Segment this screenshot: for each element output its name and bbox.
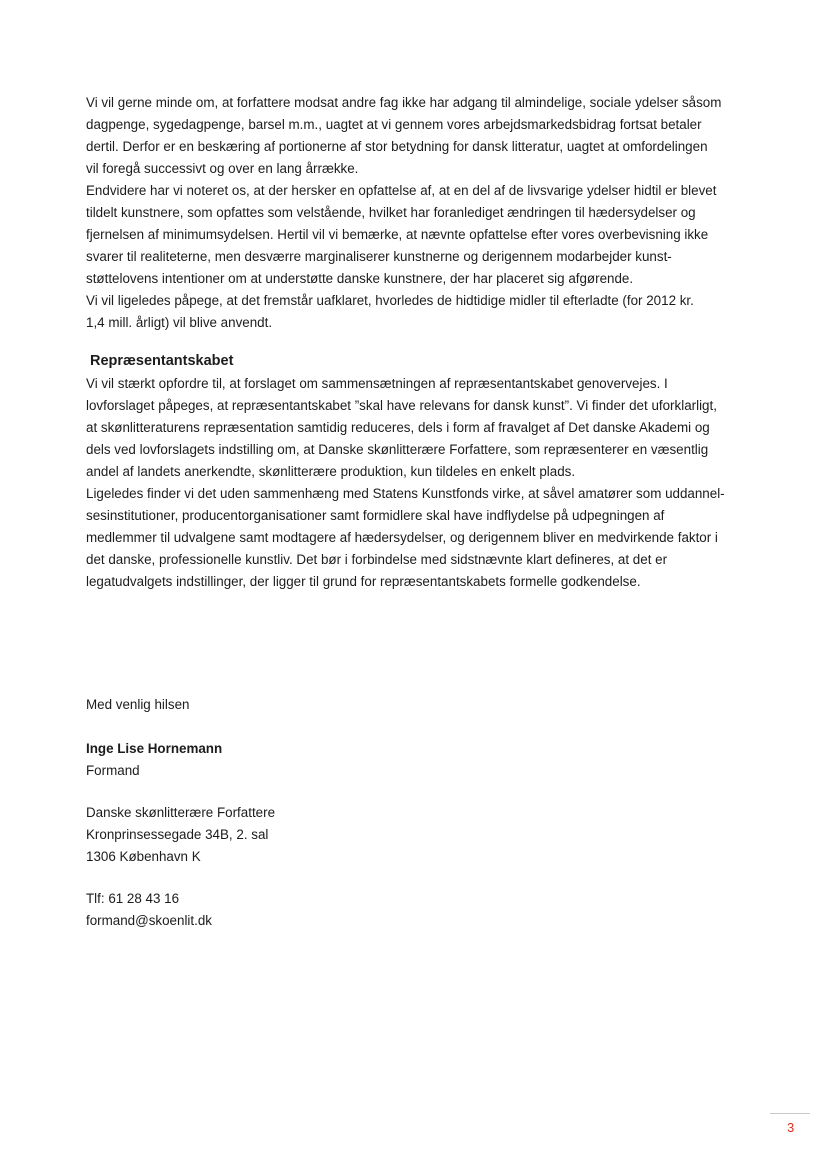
organization-address bbox=[86, 802, 275, 868]
text-line: legatudvalgets indstillinger, der ligger til grund for repræsentantskabets formelle godkendelse. bbox=[86, 574, 641, 589]
intro-text bbox=[86, 92, 766, 334]
text-line: det danske, professionelle kunstliv. Det bør i forbindelse med sidstnævnte klart defineres, at det er bbox=[86, 552, 668, 567]
section-text bbox=[86, 373, 766, 593]
signer-role: Formand bbox=[86, 763, 140, 778]
contact-block bbox=[86, 888, 212, 932]
footer-divider bbox=[770, 1113, 810, 1114]
text-line: at skønlitteraturens repræsentation samtidig reduceres, dels i form af fravalget af Det danske Akademi og bbox=[86, 420, 710, 435]
page-number: 3 bbox=[787, 1120, 795, 1135]
text-line: svarer til realiteterne, men desværre marginaliserer kunstnerne og derigennem modarbejder kunst- bbox=[86, 249, 672, 264]
section-heading: Repræsentantskabet bbox=[90, 353, 234, 369]
text-line: dagpenge, sygedagpenge, barsel m.m., uagtet at vi gennem vores arbejdsmarkedsbidrag fortsat betaler bbox=[86, 117, 702, 132]
text-line: tildelt kunstnere, som opfattes som velstående, hvilket har foranlediget ændringen til hædersydelser og bbox=[86, 205, 696, 220]
intro-paragraph-2 bbox=[86, 180, 766, 290]
text-line: sesinstitutioner, producentorganisationer samt formidlere skal have indflydelse på udpegningen af bbox=[86, 508, 665, 523]
text-line: Endvidere har vi noteret os, at der hersker en opfattelse af, at en del af de livsvarige ydelser hidtil er blevet bbox=[86, 183, 717, 198]
city-address: 1306 København K bbox=[86, 849, 201, 864]
intro-paragraph-3 bbox=[86, 290, 766, 334]
text-line: medlemmer til udvalgene samt modtagere af hædersydelser, og derigennem bliver en medvirkende faktor i bbox=[86, 530, 718, 545]
text-line: dels ved lovforslagets indstilling om, at Danske skønlitterære Forfattere, som repræsenterer en væsentlig bbox=[86, 442, 709, 457]
section-paragraph-2 bbox=[86, 483, 766, 593]
text-line: støttelovens intentioner om at understøtte danske kunstnere, der har placeret sig afgørende. bbox=[86, 271, 634, 286]
text-line: Vi vil stærkt opfordre til, at forslaget om sammensætningen af repræsentantskabet genovervejes. I bbox=[86, 376, 668, 391]
greeting-text: Med venlig hilsen bbox=[86, 697, 190, 712]
phone-number: Tlf: 61 28 43 16 bbox=[86, 891, 180, 906]
text-line: Vi vil gerne minde om, at forfattere modsat andre fag ikke har adgang til almindelige, sociale ydelser såsom bbox=[86, 95, 722, 110]
organization-name: Danske skønlitterære Forfattere bbox=[86, 805, 276, 820]
text-line: fjernelsen af minimumsydelsen. Hertil vil vi bemærke, at nævnte opfattelse efter vores overbevisning ikke bbox=[86, 227, 709, 242]
signer-name: Inge Lise Hornemann bbox=[86, 741, 223, 756]
email-address: formand@skoenlit.dk bbox=[86, 913, 212, 928]
closing-greeting bbox=[86, 694, 189, 716]
signer-block bbox=[86, 738, 222, 782]
text-line: vil foregå successivt og over en lang årrække. bbox=[86, 161, 359, 176]
text-line: dertil. Derfor er en beskæring af portionerne af stor betydning for dansk litteratur, uagtet at omfordelingen bbox=[86, 139, 708, 154]
intro-paragraph-1 bbox=[86, 92, 766, 180]
text-line: Vi vil ligeledes påpege, at det fremstår uafklaret, hvorledes de hidtidige midler til efterladte (for 2012 kr. bbox=[86, 293, 694, 308]
text-line: lovforslaget påpeges, at repræsentantskabet ”skal have relevans for dansk kunst”. Vi finder det uforklarligt, bbox=[86, 398, 717, 413]
text-line: andel af landets anerkendte, skønlitterære produktion, kun tildeles en enkelt plads. bbox=[86, 464, 576, 479]
text-line: 1,4 mill. årligt) vil blive anvendt. bbox=[86, 315, 273, 330]
text-line: Ligeledes finder vi det uden sammenhæng med Statens Kunstfonds virke, at såvel amatører som uddannel- bbox=[86, 486, 725, 501]
street-address: Kronprinsessegade 34B, 2. sal bbox=[86, 827, 269, 842]
section-paragraph-1 bbox=[86, 373, 766, 483]
